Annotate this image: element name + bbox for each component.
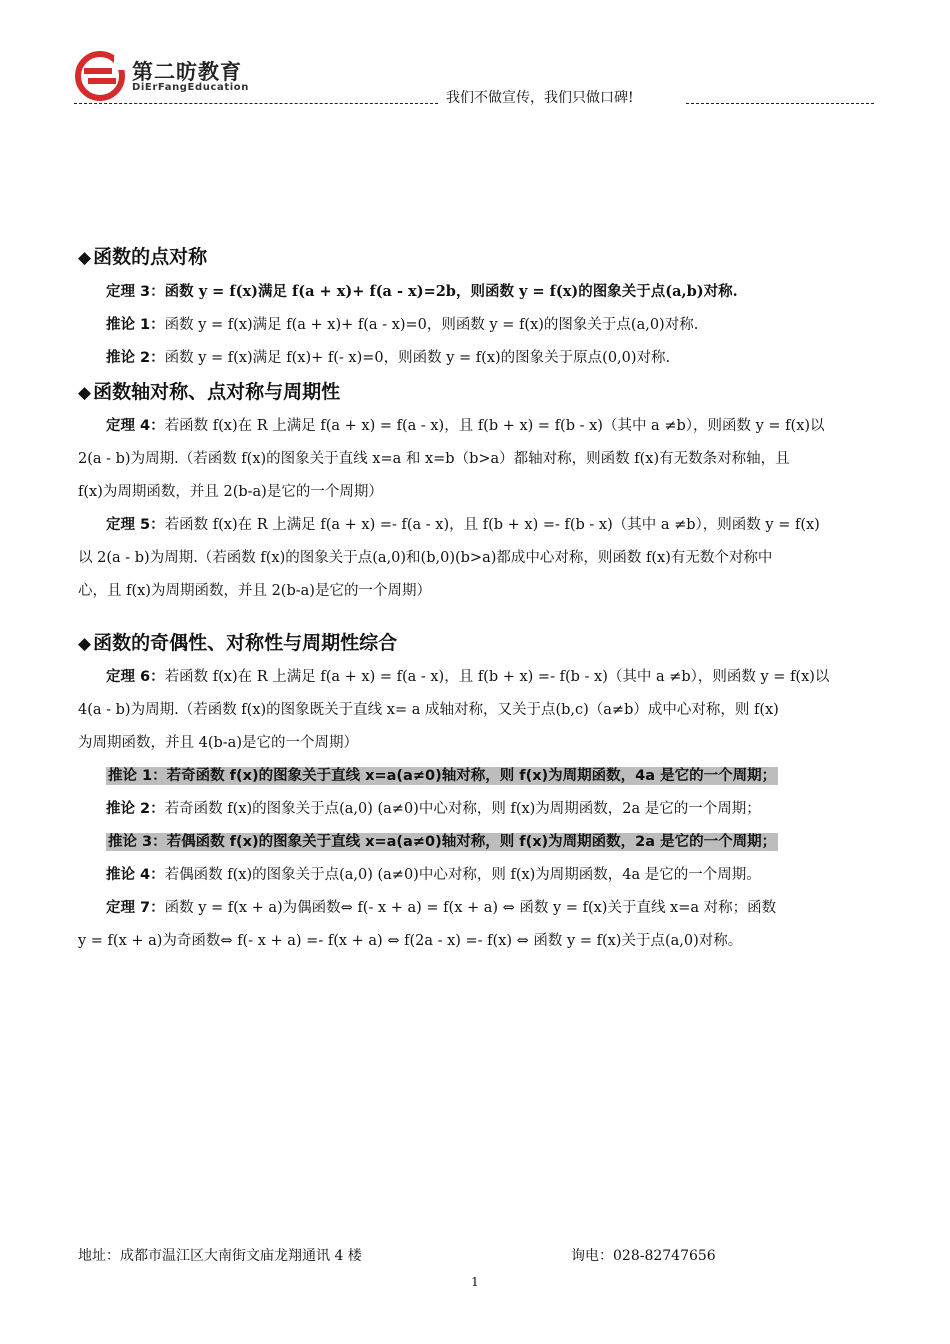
theorem-7-line-2: y = f(x + a)为奇函数⇔ f(- x + a) =- f(x + a) ⇔ f(2a - x) =- f(x) ⇔ 函数 y = f(x)关于点(a,0)对称。 <box>78 933 743 949</box>
highlighted-corollary-3: 推论 3：若偶函数 f(x)的图象关于直线 x=a(a≠0)轴对称，则 f(x)为周期函数，2a 是它的一个周期； <box>108 834 777 850</box>
theorem-5-line-1: 定理 5：若函数 f(x)在 R 上满足 f(a + x) =- f(a - x)，且 f(b + x) =- f(b - x)（其中 a ≠b），则函数 y = f(x) <box>106 517 820 533</box>
corollary-2b: 推论 2：若奇函数 f(x)的图象关于点(a,0) (a≠0)中心对称，则 f(x)为周期函数，2a 是它的一个周期； <box>106 801 761 817</box>
section-heading: ◆ 函数轴对称、点对称与周期性 <box>78 381 341 403</box>
theorem-7-line-1: 定理 7：函数 y = f(x + a)为偶函数⇔ f(- x + a) = f(x + a) ⇔ 函数 y = f(x)关于直线 x=a 对称；函数 <box>106 900 777 916</box>
theorem-6-line-2: 4(a - b)为周期.（若函数 f(x)的图象既关于直线 x= a 成轴对称，又关于点(b,c)（a≠b）成中心对称，则 f(x) <box>78 702 779 718</box>
theorem-4-line-2: 2(a - b)为周期.（若函数 f(x)的图象关于直线 x=a 和 x=b（b>a）都轴对称，则函数 f(x)有无数条对称轴，且 <box>78 451 790 467</box>
footer-address: 地址：成都市温江区大南街文庙龙翔通讯 4 楼 <box>78 1248 362 1264</box>
section-heading: ◆ 函数的奇偶性、对称性与周期性综合 <box>78 632 398 654</box>
page-header <box>74 50 874 106</box>
section-heading: ◆ 函数的点对称 <box>78 246 208 268</box>
brand-name-en: DiErFangEducation <box>132 82 249 93</box>
diamond-bullet-icon: ◆ <box>78 248 92 268</box>
theorem-3: 定理 3：函数 y = f(x)满足 f(a + x)+ f(a - x)=2b，则函数 y = f(x)的图象关于点(a,b)对称. <box>106 283 738 300</box>
brand-name: 第二昉教育 <box>132 60 242 84</box>
theorem-6-line-3: 为周期函数，并且 4(b-a)是它的一个周期） <box>78 735 358 751</box>
highlighted-corollary-1: 推论 1：若奇函数 f(x)的图象关于直线 x=a(a≠0)轴对称，则 f(x)为周期函数，4a 是它的一个周期； <box>108 768 777 784</box>
slogan: 我们不做宣传，我们只做口碑! <box>446 90 634 106</box>
header-divider-right <box>686 103 874 104</box>
corollary-1: 推论 1：函数 y = f(x)满足 f(a + x)+ f(a - x)=0，则函数 y = f(x)的图象关于点(a,0)对称. <box>106 317 699 333</box>
header-divider-left <box>74 103 438 104</box>
theorem-4-line-1: 定理 4：若函数 f(x)在 R 上满足 f(a + x) = f(a - x)，且 f(b + x) = f(b - x)（其中 a ≠b），则函数 y = f(x)以 <box>106 418 825 434</box>
theorem-4-line-3: f(x)为周期函数，并且 2(b-a)是它的一个周期） <box>78 484 383 500</box>
brand-logo-icon <box>74 50 126 102</box>
corollary-2: 推论 2：函数 y = f(x)满足 f(x)+ f(- x)=0，则函数 y = f(x)的图象关于原点(0,0)对称. <box>106 350 671 366</box>
diamond-bullet-icon: ◆ <box>78 634 92 654</box>
document-body <box>78 240 878 958</box>
corollary-4: 推论 4：若偶函数 f(x)的图象关于点(a,0) (a≠0)中心对称，则 f(x)为周期函数，4a 是它的一个周期。 <box>106 867 761 883</box>
diamond-bullet-icon: ◆ <box>78 383 92 403</box>
theorem-6-line-1: 定理 6：若函数 f(x)在 R 上满足 f(a + x) = f(a - x)，且 f(b + x) =- f(b - x)（其中 a ≠b），则函数 y = f(x)以 <box>106 669 830 685</box>
page-number: 1 <box>471 1275 479 1289</box>
theorem-5-line-3: 心，且 f(x)为周期函数，并且 2(b-a)是它的一个周期） <box>78 583 431 599</box>
footer-phone: 询电：028-82747656 <box>571 1248 716 1264</box>
theorem-5-line-2: 以 2(a - b)为周期.（若函数 f(x)的图象关于点(a,0)和(b,0)(b>a)都成中心对称，则函数 f(x)有无数个对称中 <box>78 550 773 566</box>
